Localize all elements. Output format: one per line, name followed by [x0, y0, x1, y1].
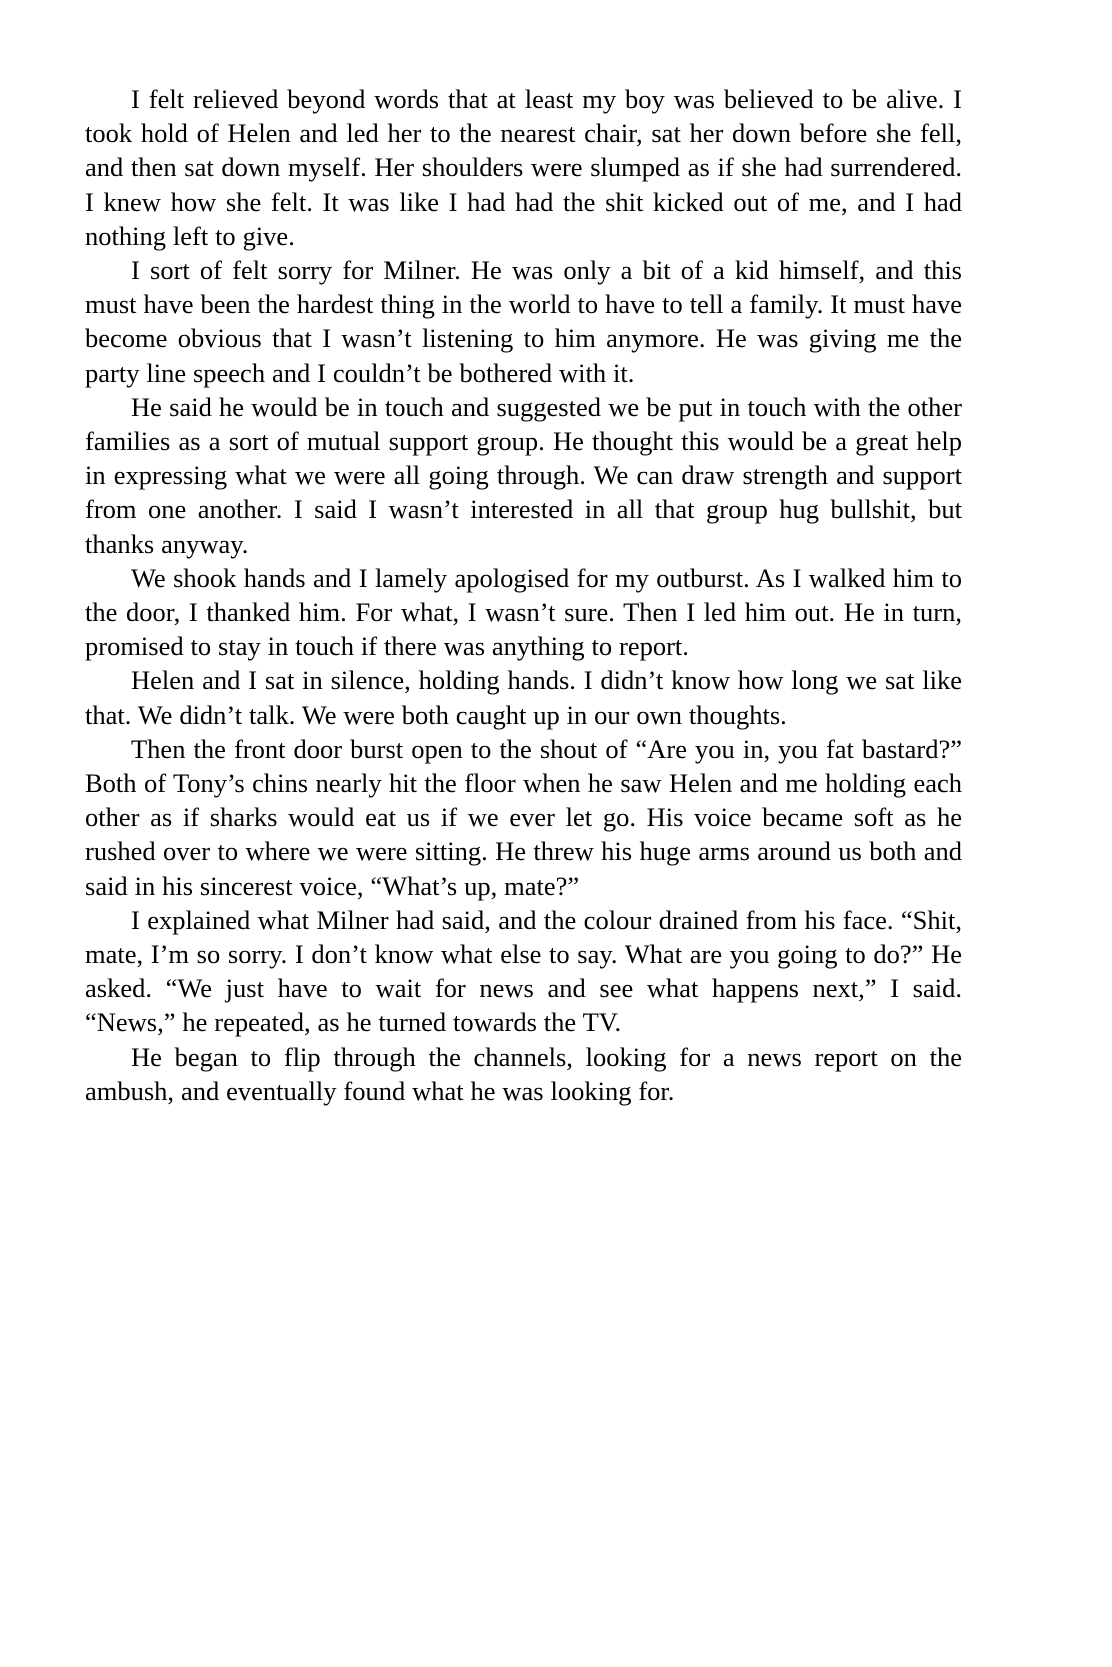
paragraph: Then the front door burst open to the shout of “Are you in, you fat bastard?” Both of Tony’s chins nearly hit the floor when he saw Helen and me holding each other as if sharks would eat us if we ever let go. His voice became soft as he rushed over to where we were sitting. He threw his huge arms around us both and said in his sincerest voice, “What’s up, mate?”	[85, 733, 962, 901]
paragraph: I sort of felt sorry for Milner. He was only a bit of a kid himself, and this must have been the hardest thing in the world to have to tell a family. It must have become obvious that I wasn’t listening to him anymore. He was giving me the party line speech and I couldn’t be bothered with it.	[85, 255, 962, 388]
paragraph: I explained what Milner had said, and the colour drained from his face. “Shit, mate, I’m so sorry. I don’t know what else to say. What are you going to do?” He asked. “We just have to wait for news and see what happens next,” I said. “News,” he repeated, as he turned towards the TV.	[85, 904, 962, 1038]
paragraph: Helen and I sat in silence, holding hands. I didn’t know how long we sat like that. We didn’t talk. We were both caught up in our own thoughts.	[85, 665, 962, 730]
paragraph: I felt relieved beyond words that at least my boy was believed to be alive. I took hold of Helen and led her to the nearest chair, sat her down before she fell, and then sat down myself. Her shoulders were slumped as if she had surrendered. I knew how she felt. It was like I had had the shit kicked out of me, and I had nothing left to give.	[85, 84, 962, 251]
paragraph: We shook hands and I lamely apologised for my outburst. As I walked him to the door, I thanked him. For what, I wasn’t sure. Then I led him out. He in turn, promised to stay in touch if there was anything to report.	[85, 562, 962, 662]
paragraph: He said he would be in touch and suggested we be put in touch with the other families as a sort of mutual support group. He thought this would be a great help in expressing what we were all going through. We can draw strength and support from one another. I said I wasn’t interested in all that group hug bullshit, but thanks anyway.	[85, 391, 962, 559]
body-text-block	[85, 82, 962, 1108]
paragraph: He began to flip through the channels, looking for a news report on the ambush, and eventually found what he was looking for.	[85, 1041, 962, 1106]
